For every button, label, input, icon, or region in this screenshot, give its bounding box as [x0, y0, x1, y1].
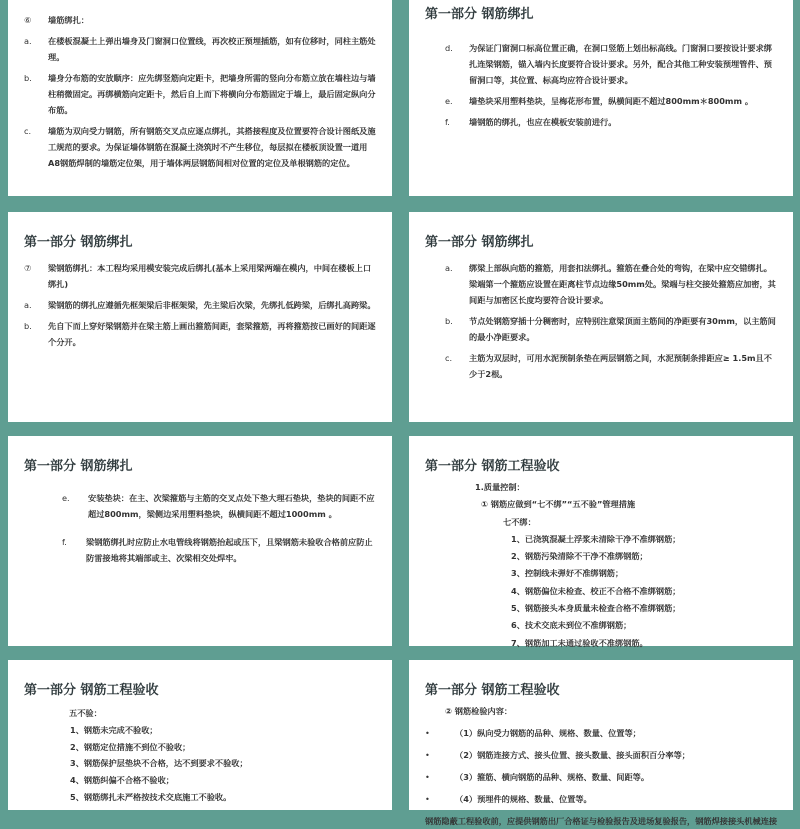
- slide-body: [425, 703, 779, 829]
- slide-title: 第一部分 钢筋工程验收: [425, 455, 560, 474]
- item-marker: b.: [24, 318, 48, 350]
- slide-body: [24, 12, 378, 176]
- list-item: [24, 260, 378, 292]
- item-text: 绑梁上部纵向筋的箍筋，用套扣法绑扎。箍筋在叠合处的弯钩，在梁中应交错绑扎。梁端第一个箍筋应设置在距离柱节点边缘50mm处。梁端与柱交接处箍筋应加密，其间距与加密区长度均要符合设计要求。: [469, 260, 779, 308]
- bullet-icon: •: [425, 791, 449, 807]
- item-marker: f.: [445, 114, 469, 130]
- item-text: 安装垫块：在主、次梁箍筋与主筋的交叉点处下垫大理石垫块，垫块的间距不应超过800mm，梁侧边采用塑料垫块，纵横间距不超过1000mm 。: [86, 490, 378, 522]
- slide-8: [409, 660, 793, 810]
- list-item: [24, 70, 378, 118]
- list-item: 1、钢筋未完成不验收；: [24, 722, 378, 739]
- list-item: 4、钢筋纠偏不合格不验收；: [24, 772, 378, 789]
- list-item: 7、钢筋加工未通过验收不准绑钢筋。: [425, 635, 779, 652]
- item-marker: a.: [445, 260, 469, 308]
- item-text: （4）预埋件的规格、数量、位置等。: [449, 791, 779, 807]
- list-item: [24, 318, 378, 350]
- list-item: [425, 114, 779, 130]
- list-heading: 五不验：: [24, 705, 378, 722]
- item-marker: b.: [445, 313, 469, 345]
- slide-5: [8, 436, 392, 646]
- slide-3: [8, 212, 392, 422]
- slide-body: [425, 40, 779, 135]
- slide-6: [409, 436, 793, 646]
- list-item: 2、钢筋定位措施不到位不验收；: [24, 739, 378, 756]
- slide-title: 第一部分 钢筋绑扎: [24, 231, 133, 250]
- list-item: 4、钢筋偏位未检查、校正不合格不准绑钢筋；: [425, 583, 779, 600]
- list-item: [425, 313, 779, 345]
- slide-1: [8, 0, 392, 196]
- list-item: 2、钢筋污染清除不干净不准绑钢筋；: [425, 548, 779, 565]
- list-item: 5、钢筋接头本身质量未检查合格不准绑钢筋；: [425, 600, 779, 617]
- item-text: 梁钢筋绑扎时应防止水电管线将钢筋抬起或压下，且梁钢筋未验收合格前应防止防雷接地将其端部或主、次梁相交处焊牢。: [86, 534, 378, 566]
- slide-title: 第一部分 钢筋绑扎: [425, 3, 534, 22]
- slide-4: [409, 212, 793, 422]
- item-marker: ⑦: [24, 260, 48, 292]
- item-marker: a.: [24, 297, 48, 313]
- item-text: （3）箍筋、横向钢筋的品种、规格、数量、间距等。: [449, 769, 779, 785]
- slide-body: [24, 705, 378, 806]
- list-item: 3、钢筋保护层垫块不合格，达不到要求不验收；: [24, 755, 378, 772]
- item-marker: b.: [24, 70, 48, 118]
- section-heading: ② 钢筋检验内容：: [425, 703, 779, 720]
- item-text: 先自下而上穿好梁钢筋并在梁主筋上画出箍筋间距，套梁箍筋，再将箍筋按已画好的间距逐个分开。: [48, 318, 378, 350]
- bullet-icon: •: [425, 725, 449, 741]
- slide-title: 第一部分 钢筋绑扎: [24, 455, 133, 474]
- slide-body: [24, 260, 378, 355]
- item-marker: c.: [445, 350, 469, 382]
- list-heading: 七不绑：: [425, 514, 779, 531]
- bullet-icon: •: [425, 769, 449, 785]
- item-text: 梁钢筋的绑扎应遵循先框架梁后非框架梁，先主梁后次梁，先绑扎低跨梁，后绑扎高跨梁。: [48, 297, 378, 313]
- item-text: 墙筋为双向受力钢筋，所有钢筋交叉点应逐点绑扎，其搭接程度及位置要符合设计图纸及施工规范的要求。为保证墙体钢筋在混凝土浇筑时不产生移位，每层拟在楼板顶设置一道用A8钢筋焊制的墙筋定位架，用于墙体两层钢筋间相对位置的定位及单根钢筋的定位。: [48, 123, 378, 171]
- item-text: 在楼板混凝土上弹出墙身及门窗洞口位置线，再次校正预埋插筋，如有位移时，同柱主筋处理。: [48, 33, 378, 65]
- bullet-icon: •: [425, 747, 449, 763]
- list-item: [24, 297, 378, 313]
- list-item: 5、钢筋绑扎未严格按技术交底施工不验收。: [24, 789, 378, 806]
- item-text: 节点处钢筋穿插十分稠密时，应特别注意梁顶面主筋间的净距要有30mm，以主筋间的最小净距要求。: [469, 313, 779, 345]
- list-item: [24, 33, 378, 65]
- item-marker: e.: [62, 490, 86, 522]
- item-text: 墙钢筋的绑扎，也应在模板安装前进行。: [469, 114, 779, 130]
- item-text: 主筋为双层时，可用水泥预制条垫在两层钢筋之间，水泥预制条排距应≥ 1.5m且不少于2根。: [469, 350, 779, 382]
- list-item: 6、技术交底未到位不准绑钢筋；: [425, 617, 779, 634]
- slide-body: [24, 490, 378, 578]
- item-marker: d.: [445, 40, 469, 88]
- list-item: [425, 725, 779, 741]
- slide-body: [425, 260, 779, 387]
- list-item: [425, 350, 779, 382]
- slide-7: [8, 660, 392, 810]
- item-marker: f.: [62, 534, 86, 566]
- item-marker: a.: [24, 33, 48, 65]
- slide-body: [425, 479, 779, 652]
- slide-title: 第一部分 钢筋工程验收: [24, 679, 159, 698]
- item-text: 墙身分布筋的安放顺序：应先绑竖筋向定距卡，把墙身所需的竖向分布筋立放在墙柱边与墙柱稍微固定。再绑横筋向定距卡，然后自上而下将横向分布筋固定于墙上，最后固定纵向分布筋。: [48, 70, 378, 118]
- list-item: [24, 534, 378, 566]
- item-text: （1）纵向受力钢筋的品种、规格、数量、位置等；: [449, 725, 779, 741]
- list-item: [425, 260, 779, 308]
- list-item: [24, 12, 378, 28]
- list-item: [425, 769, 779, 785]
- item-marker: ⑥: [24, 12, 48, 28]
- list-item: 1、已浇筑混凝土浮浆未清除干净不准绑钢筋；: [425, 531, 779, 548]
- item-marker: e.: [445, 93, 469, 109]
- item-marker: c.: [24, 123, 48, 171]
- list-item: [24, 123, 378, 171]
- slide-title: 第一部分 钢筋绑扎: [425, 231, 534, 250]
- list-item: [24, 490, 378, 522]
- slide-2: [409, 0, 793, 196]
- list-item: [425, 93, 779, 109]
- list-item: [425, 791, 779, 807]
- item-text: 墙垫块采用塑料垫块，呈梅花形布置，纵横间距不超过800mm＊800mm 。: [469, 93, 779, 109]
- list-item: [425, 40, 779, 88]
- slide-title: 第一部分 钢筋工程验收: [425, 679, 560, 698]
- list-item: [425, 747, 779, 763]
- item-text: 墙筋绑扎：: [48, 12, 378, 28]
- section-heading: 1.质量控制：: [425, 479, 779, 496]
- list-item: 3、控制线未弹好不准绑钢筋；: [425, 565, 779, 582]
- subsection-heading: ① 钢筋应做到“七不绑”“五不验”管理措施: [425, 496, 779, 513]
- item-text: 梁钢筋绑扎：本工程均采用模安装完成后绑扎(基本上采用梁两端在模内，中间在楼板上口绑扎): [48, 260, 378, 292]
- paragraph-text: 钢筋隐蔽工程验收前，应提供钢筋出厂合格证与检验报告及进场复验报告，钢筋焊接接头机械连接: [425, 813, 779, 829]
- item-text: 为保证门窗洞口标高位置正确，在洞口竖筋上划出标高线。门窗洞口要按设计要求绑扎连梁钢筋，锚入墙内长度要符合设计要求。另外，配合其他工种安装预埋管件、预留洞口等，其位置、标高均应符合设计要求。: [469, 40, 779, 88]
- item-text: （2）钢筋连接方式、接头位置、接头数量、接头面积百分率等；: [449, 747, 779, 763]
